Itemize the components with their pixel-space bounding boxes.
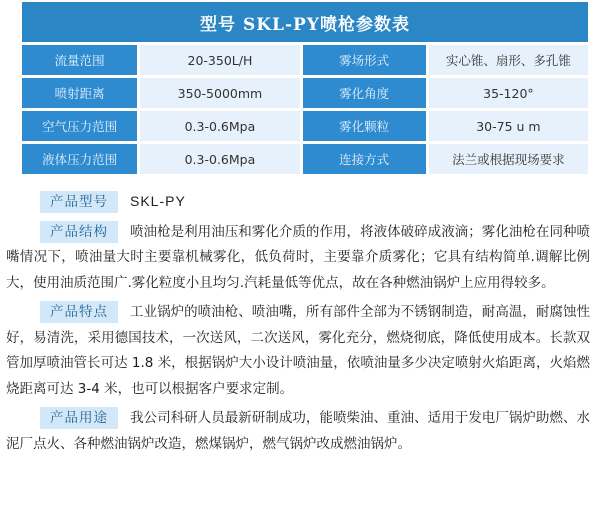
spec-value: 20-350L/H bbox=[140, 45, 299, 75]
spec-value: 法兰或根据现场要求 bbox=[429, 144, 588, 174]
spec-value: 0.3-0.6Mpa bbox=[140, 144, 299, 174]
spec-value: 350-5000mm bbox=[140, 78, 299, 108]
spec-table bbox=[22, 2, 588, 174]
spec-row bbox=[22, 144, 588, 174]
product-structure-paragraph bbox=[6, 220, 590, 297]
spec-label: 雾场形式 bbox=[303, 45, 426, 75]
product-structure-text: 喷油枪是利用油压和雾化介质的作用，将液体破碎成液滴；雾化油枪在同种喷嘴情况下，喷油量大时主要靠机械雾化，低负荷时，主要靠介质雾化；它具有结构简单.调解比例大，使用油质范围广.雾化粒度小且均匀.汽耗量低等优点，故在各种燃油锅炉上应用得较多。 bbox=[6, 223, 590, 291]
spec-label: 连接方式 bbox=[303, 144, 426, 174]
spec-label: 喷射距离 bbox=[22, 78, 137, 108]
spec-label: 雾化角度 bbox=[303, 78, 426, 108]
product-usage-paragraph bbox=[6, 406, 590, 457]
spec-label: 流量范围 bbox=[22, 45, 137, 75]
spec-label: 空气压力范围 bbox=[22, 111, 137, 141]
product-structure-tag: 产品结构 bbox=[40, 221, 118, 243]
product-features-text: 工业锅炉的喷油枪、喷油嘴，所有部件全部为不锈钢制造，耐高温，耐腐蚀性好，易清洗，采用德国技术，一次送风，二次送风，雾化充分，燃烧彻底，降低使用成本。长款双管加厚喷油管长可达 1.8 米，根据锅炉大小设计喷油量，依喷油量多少决定喷射火焰距离，火焰燃烧距离可达 3-4 米，也可以根据客户要求定制。 bbox=[6, 304, 590, 397]
spec-value: 0.3-0.6Mpa bbox=[140, 111, 299, 141]
spec-value: 实心锥、扇形、多孔锥 bbox=[429, 45, 588, 75]
product-model-tag: 产品型号 bbox=[40, 191, 118, 213]
product-features-tag: 产品特点 bbox=[40, 301, 118, 323]
product-features-paragraph bbox=[6, 300, 590, 402]
spec-row bbox=[22, 45, 588, 75]
product-description bbox=[6, 189, 590, 461]
spec-table-title: 型号 SKL-PY喷枪参数表 bbox=[22, 2, 588, 42]
spec-label: 雾化颗粒 bbox=[303, 111, 426, 141]
spec-value: 35-120° bbox=[429, 78, 588, 108]
spec-value: 30-75 u m bbox=[429, 111, 588, 141]
spec-label: 液体压力范围 bbox=[22, 144, 137, 174]
spec-row bbox=[22, 78, 588, 108]
spec-row bbox=[22, 111, 588, 141]
product-model-paragraph bbox=[6, 189, 590, 216]
product-usage-tag: 产品用途 bbox=[40, 407, 118, 429]
product-usage-text: 我公司科研人员最新研制成功，能喷柴油、重油、适用于发电厂锅炉助燃、水泥厂点火、各种燃油锅炉改造，燃煤锅炉，燃气锅炉改成燃油锅炉。 bbox=[6, 410, 590, 452]
product-model-value: SKL-PY bbox=[130, 193, 186, 209]
